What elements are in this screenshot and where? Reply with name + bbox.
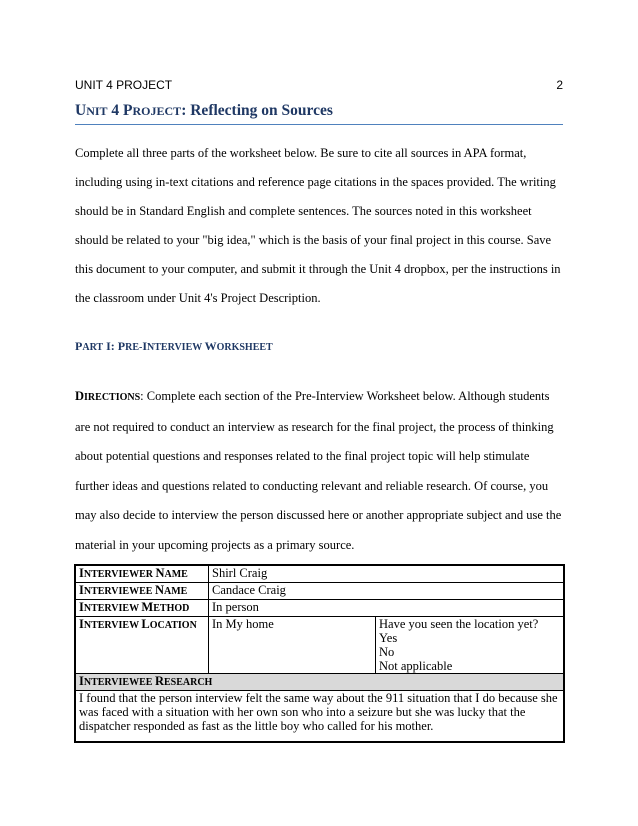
table-row xyxy=(75,583,564,600)
running-header xyxy=(75,78,563,92)
intro-paragraph xyxy=(75,139,565,313)
directions-first-text: : Complete each section of the Pre-Interview Worksheet below. Although students xyxy=(140,389,550,403)
interview-method-label: INTERVIEW METHOD xyxy=(75,600,209,617)
intro-line: including using in-text citations and reference page citations in the spaces provided. The writing xyxy=(75,175,556,189)
intro-line: this document to your computer, and submit it through the Unit 4 dropbox, per the instructions in xyxy=(75,262,561,276)
running-title: UNIT 4 PROJECT xyxy=(75,78,173,92)
part-w2-rest: NTERVIEW xyxy=(147,342,205,353)
directions-paragraph xyxy=(75,382,565,560)
interviewer-name-label: INTERVIEWER NAME xyxy=(75,565,209,583)
part-w3-rest: ORKSHEET xyxy=(216,342,273,353)
part-w2-cap: I xyxy=(142,339,148,353)
intro-line: Complete all three parts of the worksheet below. Be sure to cite all sources in APA format, xyxy=(75,146,527,160)
intro-line: should be related to your "big idea," which is the basis of your final project in this course. Save xyxy=(75,233,552,247)
part-roman: I: xyxy=(103,339,118,353)
interviewee-research-text[interactable]: I found that the person interview felt the same way about the 911 situation that I do because she was faced with a situation with her own son who into a seizure but she was lucky that the dispatcher responded as fast as the little boy who called for his mother. xyxy=(75,691,564,743)
directions-label-cap: D xyxy=(75,389,85,403)
interviewer-name-value[interactable]: Shirl Craig xyxy=(209,565,565,583)
page-number: 2 xyxy=(556,78,563,92)
directions-first-line xyxy=(75,382,565,413)
location-option-na[interactable]: Not applicable xyxy=(379,659,453,673)
directions-line: further ideas and questions related to conducting relevant and reliable research. Of course, you xyxy=(75,478,549,493)
interviewee-research-label: INTERVIEWEE RESEARCH xyxy=(75,674,564,691)
title-number: 4 xyxy=(107,102,124,119)
table-row xyxy=(75,617,564,674)
title-rest-1: NIT xyxy=(86,104,108,118)
part-w1-rest: RE- xyxy=(125,342,143,353)
directions-line: about potential questions and responses related to the final project topic will help stimulate xyxy=(75,449,530,463)
location-option-no[interactable]: No xyxy=(379,645,395,659)
directions-line: material in your upcoming projects as a primary source. xyxy=(75,537,355,552)
interview-location-value[interactable]: In My home xyxy=(209,617,376,674)
directions-label-rest: IRECTIONS xyxy=(84,392,141,403)
intro-line: the classroom under Unit 4's Project Description. xyxy=(75,291,321,305)
interviewee-name-label: INTERVIEWEE NAME xyxy=(75,583,209,600)
table-row xyxy=(75,600,564,617)
interviewee-name-value[interactable]: Candace Craig xyxy=(209,583,565,600)
title-cap-2: P xyxy=(123,102,133,119)
part-w1-cap: P xyxy=(117,339,126,353)
directions-line: are not required to conduct an interview as research for the final project, the process of thinking xyxy=(75,419,554,434)
part-cap: P xyxy=(75,339,83,353)
directions-line: may also decide to interview the person discussed here or another appropriate subject and use the xyxy=(75,508,562,522)
table-row xyxy=(75,691,564,743)
title-subtitle: : Reflecting on Sources xyxy=(181,102,333,119)
directions-label xyxy=(75,389,140,403)
title-rest-2: ROJECT xyxy=(132,104,182,118)
interview-method-value[interactable]: In person xyxy=(209,600,565,617)
title-cap-1: U xyxy=(75,102,87,119)
part-w3-cap: W xyxy=(204,339,217,353)
location-option-yes[interactable]: Yes xyxy=(379,631,398,645)
interview-location-label: INTERVIEW LOCATION xyxy=(75,617,209,674)
table-row xyxy=(75,565,564,583)
interview-table xyxy=(74,564,565,743)
document-title xyxy=(75,102,563,125)
location-question-cell xyxy=(376,617,565,674)
part-rest: ART xyxy=(82,342,104,353)
intro-line: should be in Standard English and complete sentences. The sources noted in this worksheet xyxy=(75,204,532,218)
table-row xyxy=(75,674,564,691)
part-heading xyxy=(75,339,273,354)
location-question: Have you seen the location yet? xyxy=(379,617,539,631)
